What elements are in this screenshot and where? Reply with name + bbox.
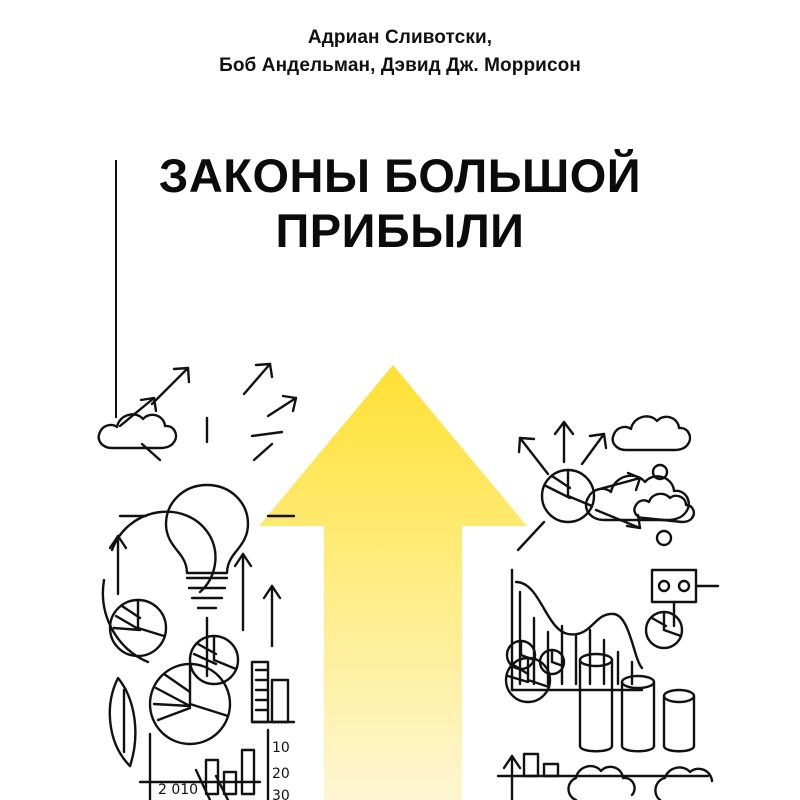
bar-chart-icon: [252, 662, 294, 722]
illustration-svg: [0, 330, 800, 800]
bottom-label: 2 010: [158, 782, 199, 798]
pie-chart-icon: [110, 600, 166, 656]
author-line-1: Адриан Сливотски,: [307, 27, 493, 48]
cloud-icon: [613, 416, 690, 450]
tick-label-20: 20: [272, 766, 290, 782]
bar-chart-icon: [524, 754, 558, 776]
pie-chart-icon: [540, 650, 564, 674]
author-line-2: Боб Андельман, Дэвид Дж. Моррисон: [219, 54, 581, 76]
title-line-2: ПРИБЫЛИ: [275, 204, 525, 258]
page-title: [159, 148, 641, 259]
authors-block: [0, 24, 800, 79]
pie-chart-icon: [190, 636, 238, 684]
axis-tick-labels: [272, 740, 290, 800]
title-line-1: ЗАКОНЫ БОЛЬШОЙ: [158, 149, 642, 202]
pie-chart-icon: [542, 470, 594, 522]
tick-label-10: 10: [272, 740, 290, 756]
axis-labels: [158, 782, 198, 798]
node-box-icon: [652, 570, 718, 626]
bar-chart-icon: [206, 750, 254, 794]
lightbulb-icon: [120, 418, 294, 608]
pie-chart-icon: [646, 612, 682, 648]
line-chart-icon: [512, 570, 642, 690]
up-arrow-icon: [259, 365, 527, 800]
axis-doodle: [498, 756, 708, 800]
cloud-icon: [634, 494, 693, 522]
cloud-icon: [569, 766, 713, 800]
leaf-doodle: [110, 678, 136, 766]
cloud-icon: [99, 414, 176, 448]
arrow-doodle: [235, 554, 280, 646]
title-block: [0, 148, 800, 259]
pie-chart-icon: [150, 664, 230, 744]
bar-chart-icon: [580, 654, 694, 751]
arrow-doodle: [519, 422, 606, 474]
cover-illustration: [0, 330, 800, 800]
tick-label-30: 30: [272, 788, 290, 800]
